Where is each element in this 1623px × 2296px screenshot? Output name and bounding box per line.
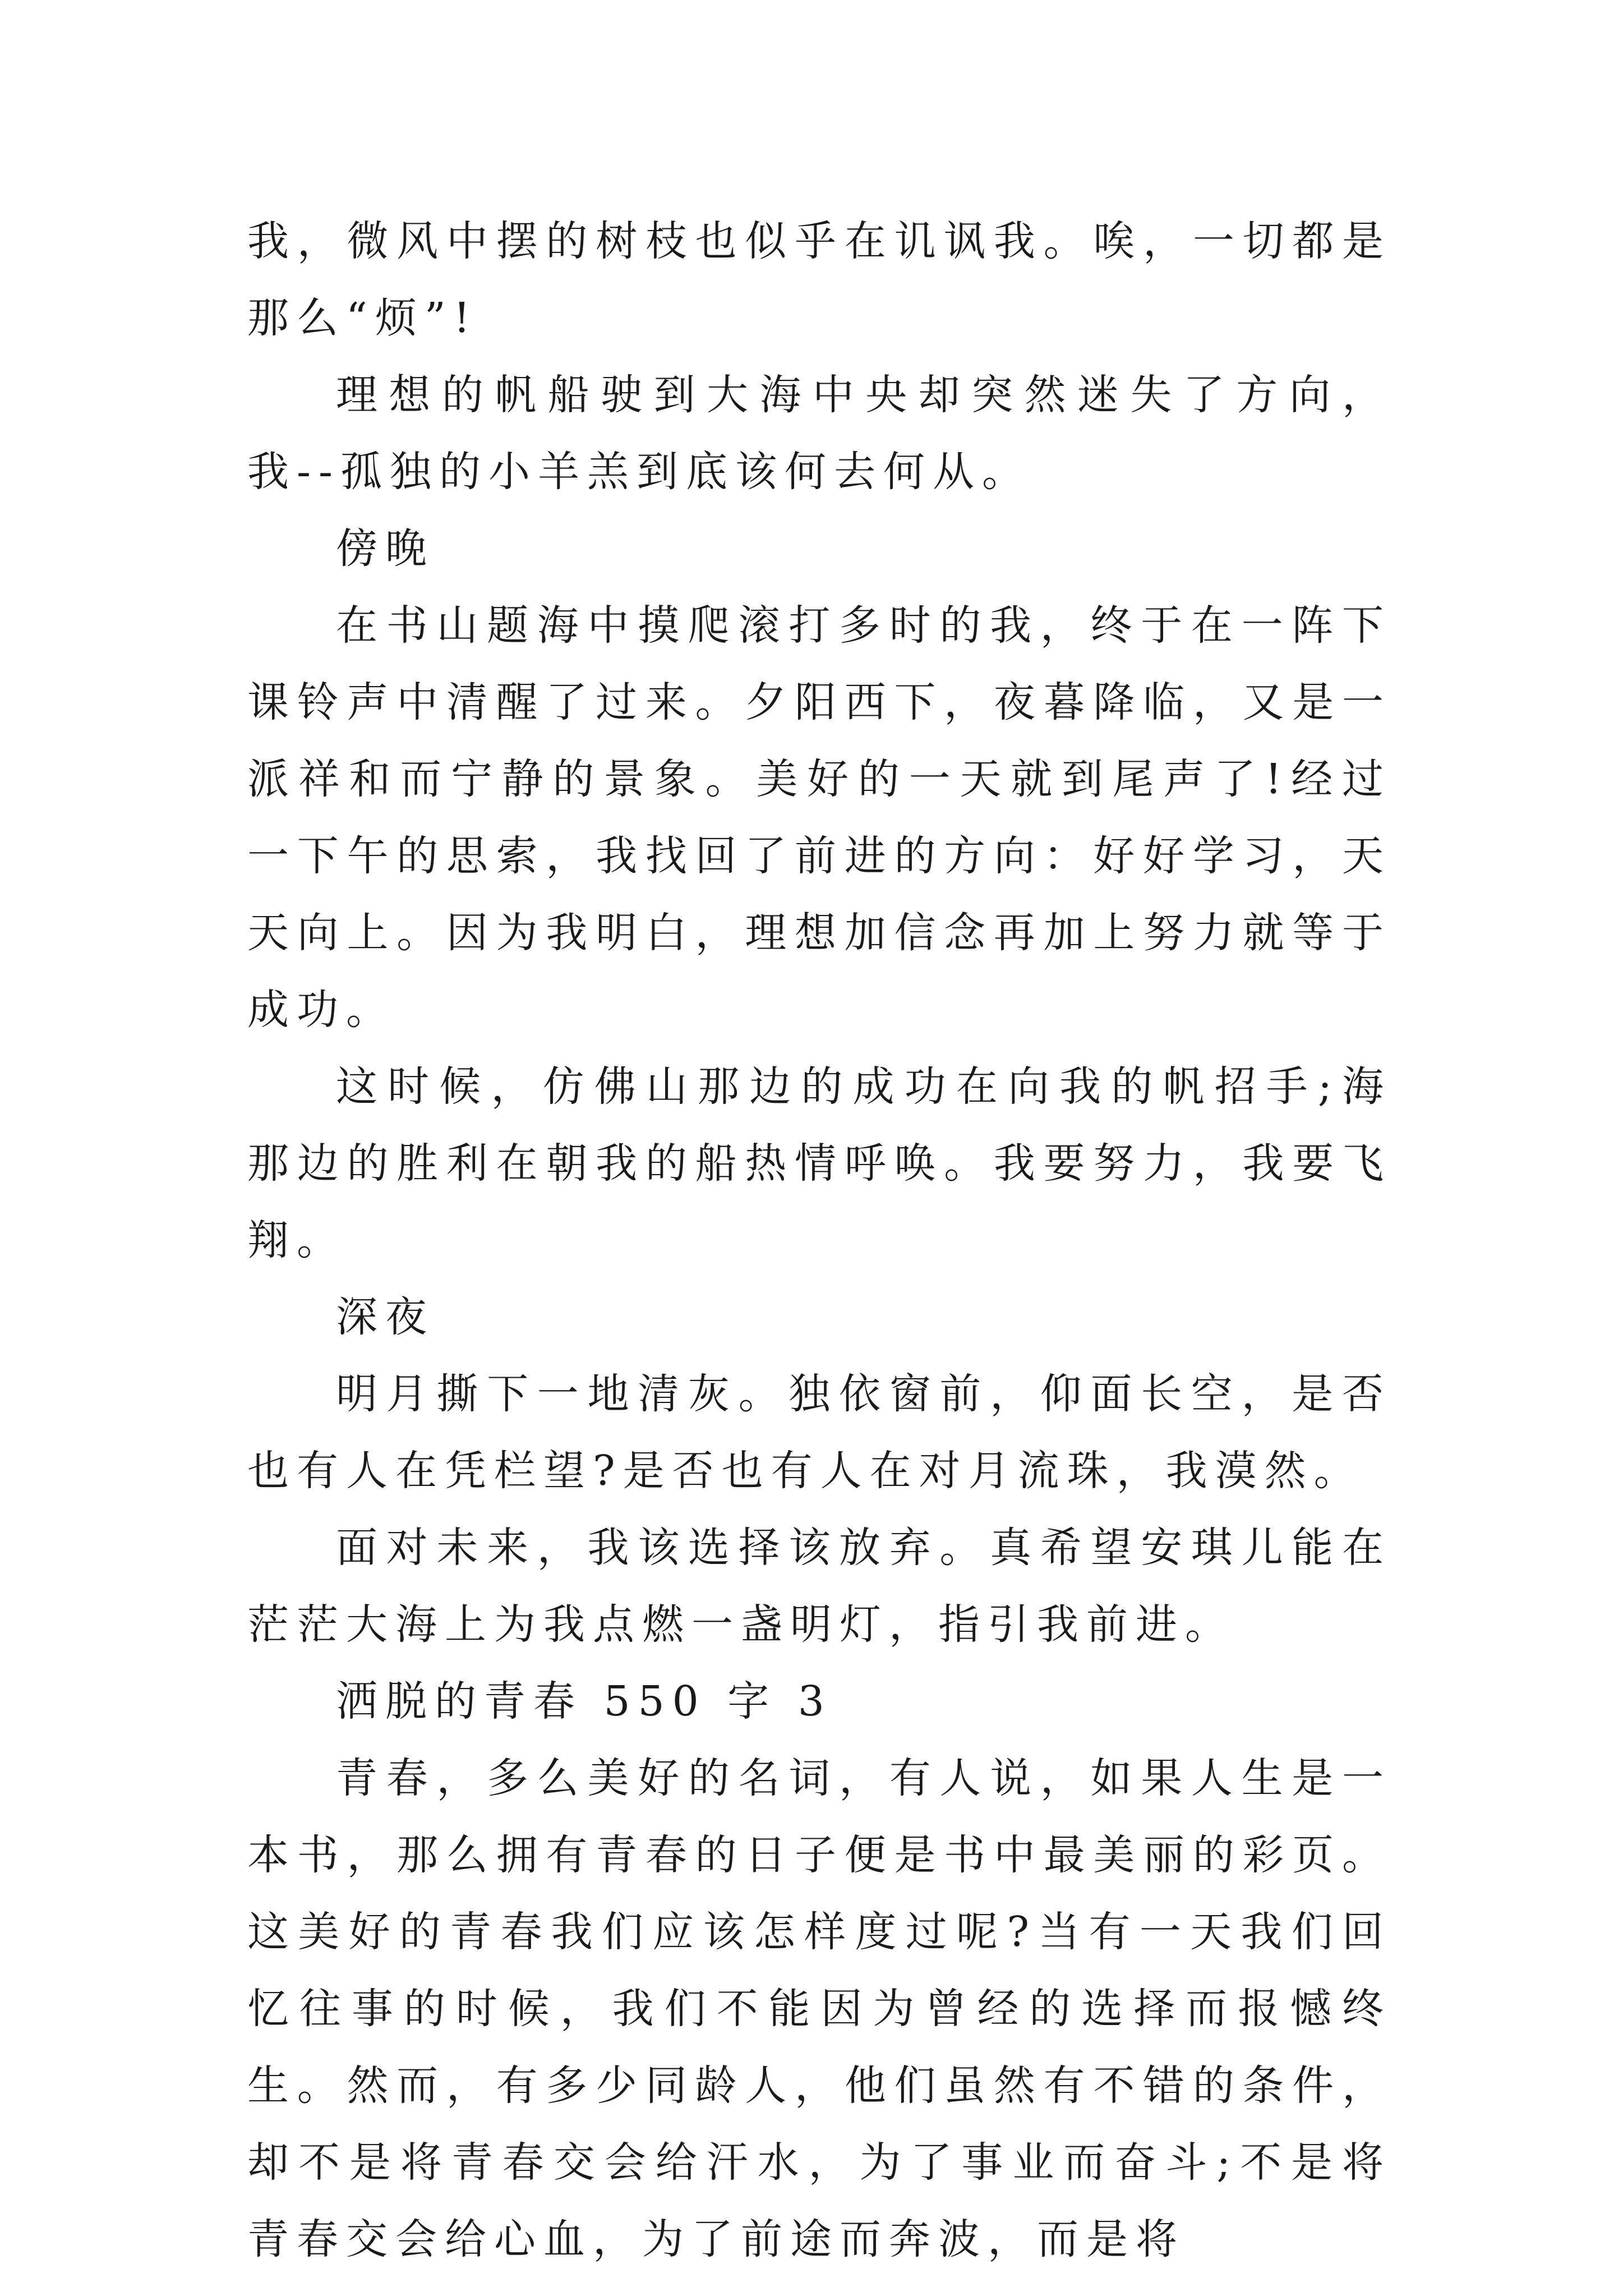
section-heading-late-night: 深夜 bbox=[336, 1293, 435, 1341]
paragraph-1: 我，微风中摆的树枝也似乎在讥讽我。唉，一切都是那么“烦”! bbox=[247, 217, 1391, 342]
section-heading-evening: 傍晚 bbox=[336, 524, 435, 573]
paragraph-3: 在书山题海中摸爬滚打多时的我，终于在一阵下课铃声中清醒了过来。夕阳西下，夜暮降临，又是一派祥和而宁静的景象。美好的一天就到尾声了!经过一下午的思索，我找回了前进的方向：好好学习，天天向上。因为我明白，理想加信念再加上努力就等于成功。 bbox=[247, 601, 1391, 1034]
paragraph-5: 明月撕下一地清灰。独依窗前，仰面长空，是否也有人在凭栏望?是否也有人在对月流珠，我漠然。 bbox=[247, 1370, 1391, 1495]
article-title: 洒脱的青春 550 字 3 bbox=[336, 1677, 832, 1726]
paragraph-4: 这时候，仿佛山那边的成功在向我的帆招手;海那边的胜利在朝我的船热情呼唤。我要努力，我要飞翔。 bbox=[247, 1062, 1391, 1264]
paragraph-2: 理想的帆船驶到大海中央却突然迷失了方向，我--孤独的小羊羔到底该何去何从。 bbox=[247, 371, 1391, 496]
paragraph-7: 青春，多么美好的名词，有人说，如果人生是一本书，那么拥有青春的日子便是书中最美丽的彩页。这美好的青春我们应该怎样度过呢?当有一天我们回忆往事的时候，我们不能因为曾经的选择而报憾终生。然而，有多少同龄人，他们虽然有不错的条件，却不是将青春交会给汗水，为了事业而奋斗;不是将青春交会给心血，为了前途而奔波，而是将 bbox=[247, 1754, 1391, 2263]
body-text bbox=[247, 203, 1391, 2278]
paragraph-6: 面对未来，我该选择该放弃。真希望安琪儿能在茫茫大海上为我点燃一盏明灯，指引我前进。 bbox=[247, 1524, 1391, 1649]
